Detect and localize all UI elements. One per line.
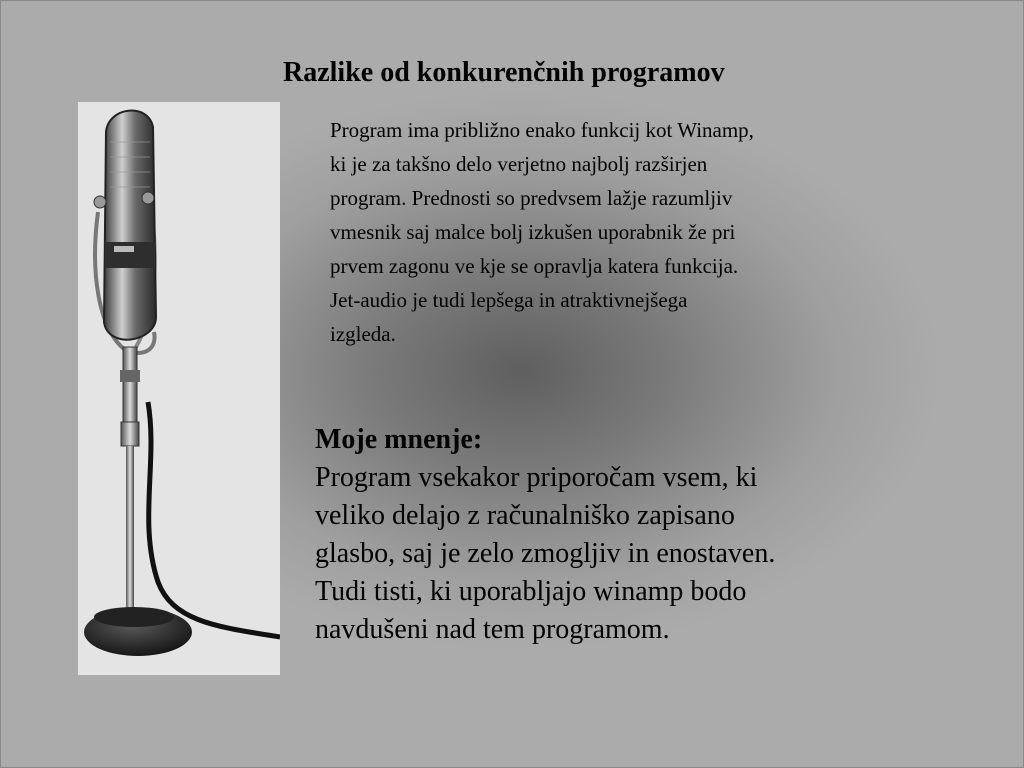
intro-line: vmesnik saj malce bolj izkušen uporabnik že pri (330, 220, 736, 244)
opinion-line: Tudi tisti, ki uporabljajo winamp bodo (315, 576, 747, 607)
opinion-line: navdušeni nad tem programom. (315, 614, 670, 645)
opinion-line: glasbo, saj je zelo zmogljiv in enostaven. (315, 538, 776, 569)
opinion-line: veliko delajo z računalniško zapisano (315, 500, 735, 531)
slide-title: Razlike od konkurenčnih programov (283, 57, 725, 88)
intro-line: Jet-audio je tudi lepšega in atraktivnejšega (330, 288, 688, 312)
opinion-paragraph (315, 421, 935, 649)
opinion-heading: Moje mnenje: (315, 424, 483, 455)
intro-line: prvem zagonu ve kje se opravlja katera funkcija. (330, 254, 739, 278)
intro-line: ki je za takšno delo verjetno najbolj razširjen (330, 152, 708, 176)
intro-line: program. Prednosti so predvsem lažje razumljiv (330, 186, 733, 210)
intro-paragraph (330, 113, 930, 351)
opinion-line: Program vsekakor priporočam vsem, ki (315, 462, 758, 493)
intro-line: Program ima približno enako funkcij kot Winamp, (330, 118, 754, 142)
intro-line: izgleda. (330, 322, 396, 346)
microphone-photo (78, 102, 280, 675)
microphone-icon (78, 102, 280, 675)
